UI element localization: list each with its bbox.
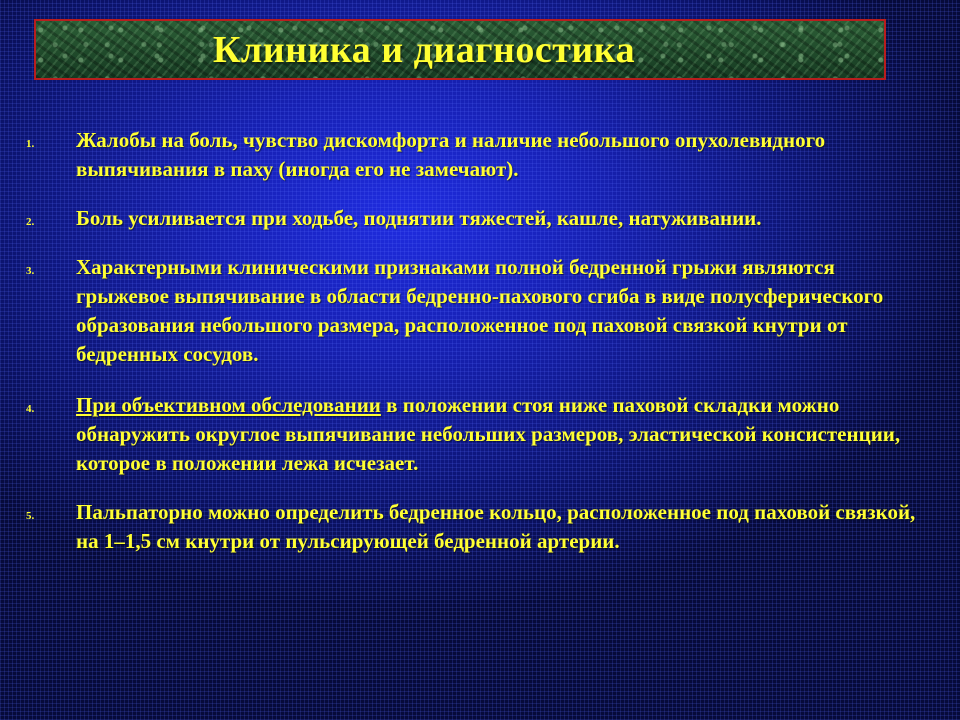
item-number: 1. bbox=[26, 138, 35, 150]
item-number: 5. bbox=[26, 510, 35, 522]
list-item bbox=[26, 253, 926, 369]
findings-list bbox=[26, 126, 926, 556]
slide-title: Клиника и диагностика bbox=[212, 28, 636, 71]
list-item bbox=[26, 126, 926, 184]
item-text: Боль усиливается при ходьбе, поднятии тяжестей, кашле, натуживании. bbox=[76, 206, 762, 230]
item-text: Характерными клиническими признаками полной бедренной грыжи являются грыжевое выпячивание в области бедренно-пахового сгиба в виде полусферического образования небольшого размера, расположенное под паховой связкой кнутри от бедренных сосудов. bbox=[76, 255, 884, 366]
title-banner bbox=[34, 19, 886, 80]
item-number: 4. bbox=[26, 403, 35, 415]
item-text: Пальпаторно можно определить бедренное кольцо, расположенное под паховой связкой, на 1–1,5 см кнутри от пульсирующей бедренной артерии. bbox=[76, 500, 916, 553]
item-number: 2. bbox=[26, 216, 35, 228]
list-item bbox=[26, 498, 926, 556]
item-text: Жалобы на боль, чувство дискомфорта и наличие небольшого опухолевидного выпячивания в паху (иногда его не замечают). bbox=[76, 128, 826, 181]
item-underlined-phrase: При объективном обследовании bbox=[76, 393, 381, 417]
list-item bbox=[26, 204, 926, 233]
item-text: в положении стоя ниже паховой складки можно обнаружить округлое выпячивание небольших размеров, эластической консистенции, которое в положении лежа исчезает. bbox=[76, 393, 901, 475]
item-text-container bbox=[76, 391, 926, 478]
item-number: 3. bbox=[26, 265, 35, 277]
list-item bbox=[26, 391, 926, 478]
